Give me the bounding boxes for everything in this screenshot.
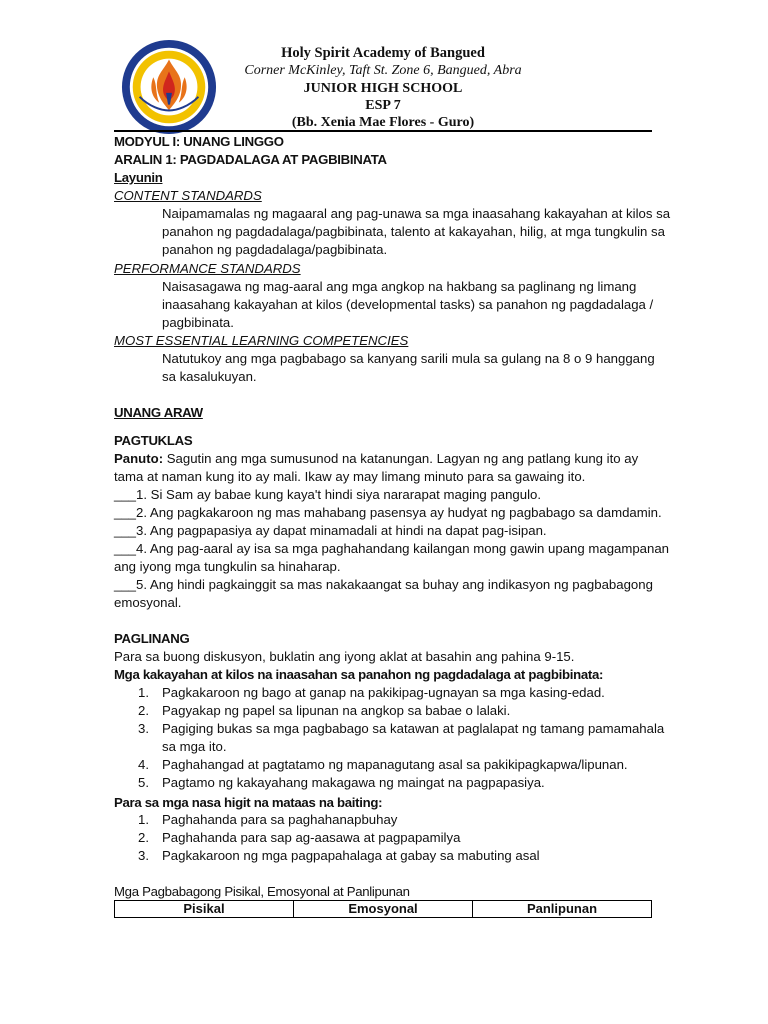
table-header-cell: Emosyonal bbox=[293, 901, 472, 917]
list-heading: Para sa mga nasa higit na mataas na baiting: bbox=[114, 795, 383, 810]
competencies-label: MOST ESSENTIAL LEARNING COMPETENCIES bbox=[114, 333, 409, 348]
module-title: MODYUL I: UNANG LINGGO bbox=[114, 134, 284, 149]
develop-intro: Para sa buong diskusyon, buklatin ang iyong aklat at basahin ang pahina 9-15. bbox=[114, 649, 575, 664]
content-standards-line: panahon ng pagdadalaga/pagbibinata. bbox=[162, 242, 388, 257]
table-title: Mga Pagbabagong Pisikal, Emosyonal at Panlipunan bbox=[114, 884, 410, 899]
department-name: JUNIOR HIGH SCHOOL bbox=[303, 81, 463, 96]
performance-standards-label: PERFORMANCE STANDARDS bbox=[114, 261, 301, 276]
school-seal-logo bbox=[120, 38, 218, 136]
list-number: 2. bbox=[138, 830, 149, 845]
list-item: Paghahanda para sap ag-aasawa at pagpapamilya bbox=[162, 830, 461, 845]
school-name: Holy Spirit Academy of Bangued bbox=[281, 45, 485, 61]
lesson-title: ARALIN 1: PAGDADALAGA AT PAGBIBINATA bbox=[114, 152, 387, 167]
quiz-item: ___2. Ang pagkakaroon ng mas mahabang pasensya ay hudyat ng pagbabago sa damdamin. bbox=[114, 505, 662, 520]
directions-text: Sagutin ang mga sumusunod na katanungan. Lagyan ng ang patlang kung ito ay bbox=[163, 451, 639, 466]
performance-standards-line: Naisasagawa ng mag-aaral ang mga angkop na hakbang sa paglinang ng limang bbox=[162, 279, 637, 294]
day-heading: UNANG ARAW bbox=[114, 405, 203, 420]
content-standards-line: panahon ng pagdadalaga/pagbibinata, talento at kakayahan, hilig, at mga tungkulin sa bbox=[162, 224, 665, 239]
quiz-item: ___1. Si Sam ay babae kung kaya't hindi siya nararapat maging pangulo. bbox=[114, 487, 541, 502]
performance-standards-line: pagbibinata. bbox=[162, 315, 234, 330]
quiz-item: ang iyong mga tungkulin sa hinaharap. bbox=[114, 559, 341, 574]
explore-heading: PAGTUKLAS bbox=[114, 433, 193, 448]
content-standards-label: CONTENT STANDARDS bbox=[114, 188, 262, 203]
quiz-item: ___4. Ang pag-aaral ay isa sa mga paghahandang kailangan mong gawin upang magampanan bbox=[114, 541, 670, 556]
develop-heading: PAGLINANG bbox=[114, 631, 190, 646]
list-heading: Mga kakayahan at kilos na inaasahan sa panahon ng pagdadalaga at pagbibinata: bbox=[114, 667, 604, 682]
content-standards-line: Naipamamalas ng magaaral ang pag-unawa sa mga inaasahang kakayahan at kilos sa bbox=[162, 206, 671, 221]
list-number: 2. bbox=[138, 703, 149, 718]
subject-code: ESP 7 bbox=[365, 98, 401, 113]
list-item: Paghahanda para sa paghahanapbuhay bbox=[162, 812, 398, 827]
competencies-line: Natutukoy ang mga pagbabago sa kanyang sarili mula sa gulang na 8 o 9 hanggang bbox=[162, 351, 655, 366]
list-number: 3. bbox=[138, 848, 149, 863]
quiz-item: emosyonal. bbox=[114, 595, 182, 610]
list-item: Paghahangad at pagtatamo ng mapanagutang asal sa pakikipagkapwa/lipunan. bbox=[162, 757, 628, 772]
list-number: 3. bbox=[138, 721, 149, 736]
directions-label: Panuto: bbox=[114, 451, 164, 466]
list-number: 1. bbox=[138, 812, 149, 827]
changes-table bbox=[114, 900, 652, 918]
school-address: Corner McKinley, Taft St. Zone 6, Bangued, Abra bbox=[244, 63, 522, 78]
list-number: 1. bbox=[138, 685, 149, 700]
header-divider bbox=[114, 130, 652, 132]
quiz-item: ___3. Ang pagpapasiya ay dapat minamadali at hindi na dapat pag-isipan. bbox=[114, 523, 547, 538]
list-item: Pagyakap ng papel sa lipunan na angkop sa babae o lalaki. bbox=[162, 703, 511, 718]
table-header-cell: Pisikal bbox=[183, 901, 225, 916]
directions-line: tama at naman kung ito ay mali. Ikaw ay may limang minuto para sa gawaing ito. bbox=[114, 469, 586, 484]
teacher-name: (Bb. Xenia Mae Flores - Guro) bbox=[291, 115, 475, 130]
performance-standards-line: inaasahang kakayahan at kilos (developmental tasks) sa panahon ng pagdadalaga / bbox=[162, 297, 654, 312]
list-item: Pagkakaroon ng bago at ganap na pakikipag-ugnayan sa mga kasing-edad. bbox=[162, 685, 605, 700]
quiz-item: ___5. Ang hindi pagkainggit sa mas nakakaangat sa buhay ang indikasyon ng pagbabagong bbox=[114, 577, 653, 592]
list-item: Pagiging bukas sa mga pagbabago sa katawan at paglalapat ng tamang pamamahala bbox=[162, 721, 665, 736]
table-header-cell: Panlipunan bbox=[472, 901, 651, 917]
directions-line bbox=[114, 451, 638, 467]
list-item: Pagtamo ng kakayahang makagawa ng maingat na pagpapasiya. bbox=[162, 775, 545, 790]
list-item: sa mga ito. bbox=[162, 739, 227, 754]
competencies-line: sa kasalukuyan. bbox=[162, 369, 257, 384]
list-number: 4. bbox=[138, 757, 149, 772]
objectives-heading: Layunin bbox=[114, 170, 163, 185]
list-item: Pagkakaroon ng mga pagpapahalaga at gabay sa mabuting asal bbox=[162, 848, 540, 863]
list-number: 5. bbox=[138, 775, 149, 790]
